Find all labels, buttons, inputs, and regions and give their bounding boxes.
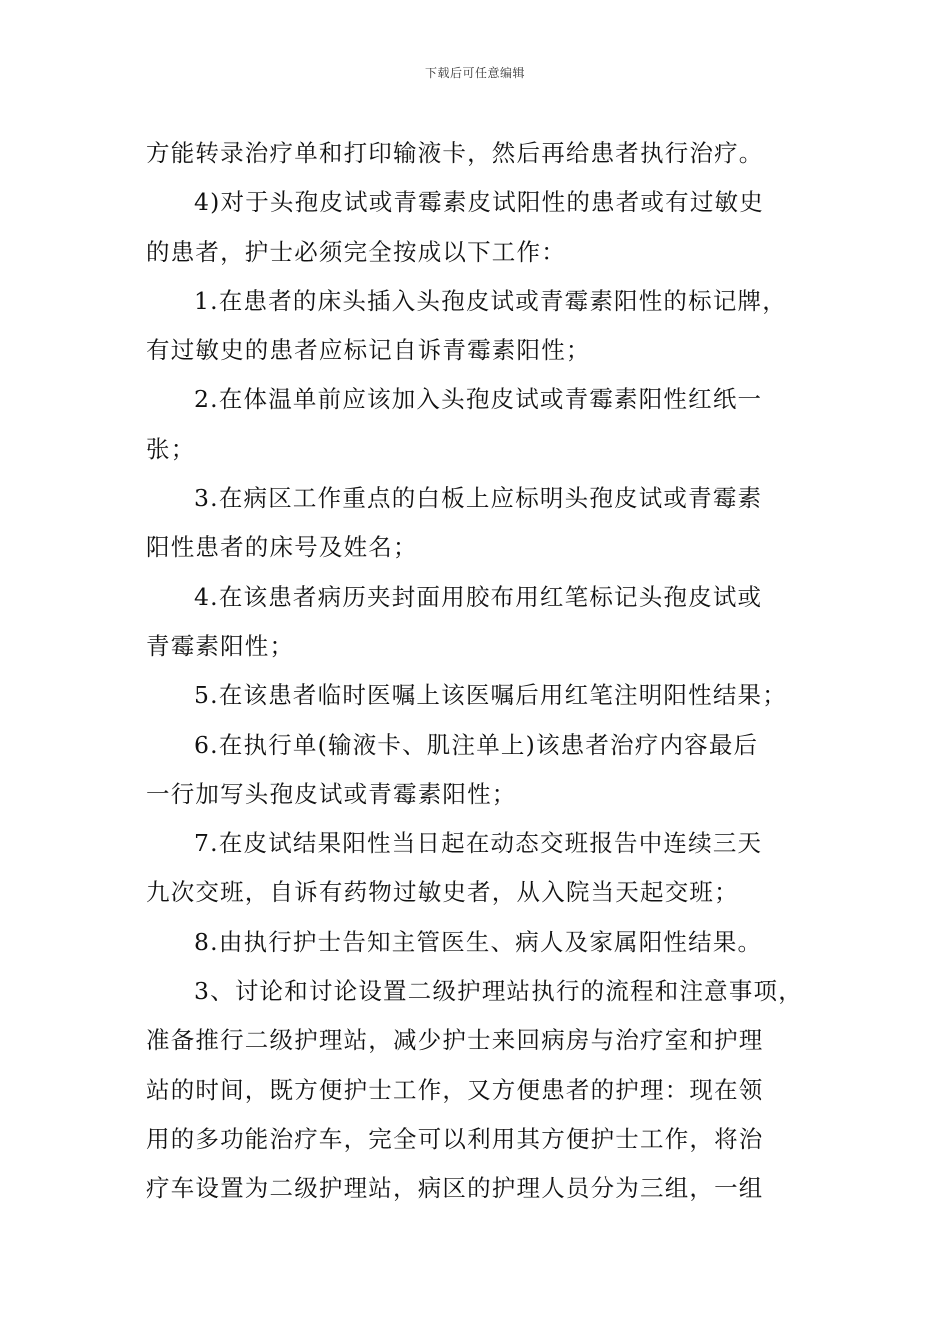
text-line: 方能转录治疗单和打印输液卡，然后再给患者执行治疗。	[146, 139, 764, 167]
text-line: 准备推行二级护理站，减少护士来回病房与治疗室和护理	[146, 1026, 764, 1055]
text-line: 站的时间，既方便护士工作，又方便患者的护理：现在领	[146, 1075, 764, 1104]
text-line: 3、讨论和讨论设置二级护理站执行的流程和注意事项，	[194, 977, 803, 1006]
text-line: 青霉素阳性；	[146, 631, 295, 660]
text-line: 2.在体温单前应该加入头孢皮试或青霉素阳性红纸一	[194, 385, 763, 414]
text-line: 8.由执行护士告知主管医生、病人及家属阳性结果。	[194, 927, 763, 956]
text-line: 九次交班，自诉有药物过敏史者，从入院当天起交班；	[146, 878, 739, 907]
text-line: 一行加写头孢皮试或青霉素阳性；	[146, 779, 517, 808]
text-line: 4.在该患者病历夹封面用胶布用红笔标记头孢皮试或	[194, 582, 763, 611]
text-line: 疗车设置为二级护理站，病区的护理人员分为三组，一组	[146, 1174, 764, 1203]
page-header: 下载后可任意编辑	[424, 66, 525, 80]
text-line: 5.在该患者临时医嘱上该医嘱后用红笔注明阳性结果；	[194, 681, 787, 710]
document-body	[146, 129, 810, 1214]
text-line: 张；	[146, 434, 196, 463]
text-line: 7.在皮试结果阳性当日起在动态交班报告中连续三天	[194, 829, 763, 858]
text-line: 4)对于头孢皮试或青霉素皮试阳性的患者或有过敏史	[194, 188, 764, 217]
text-line: 1.在患者的床头插入头孢皮试或青霉素阳性的标记牌，	[194, 286, 787, 315]
text-line: 有过敏史的患者应标记自诉青霉素阳性；	[146, 336, 591, 365]
text-line: 3.在病区工作重点的白板上应标明头孢皮试或青霉素	[194, 484, 763, 513]
text-line: 用的多功能治疗车，完全可以利用其方便护士工作，将治	[146, 1124, 764, 1153]
text-line: 6.在执行单(输液卡、肌注单上)该患者治疗内容最后	[194, 730, 759, 759]
text-line: 的患者，护士必须完全按成以下工作：	[146, 237, 566, 266]
text-line: 阳性患者的床号及姓名；	[146, 533, 418, 562]
